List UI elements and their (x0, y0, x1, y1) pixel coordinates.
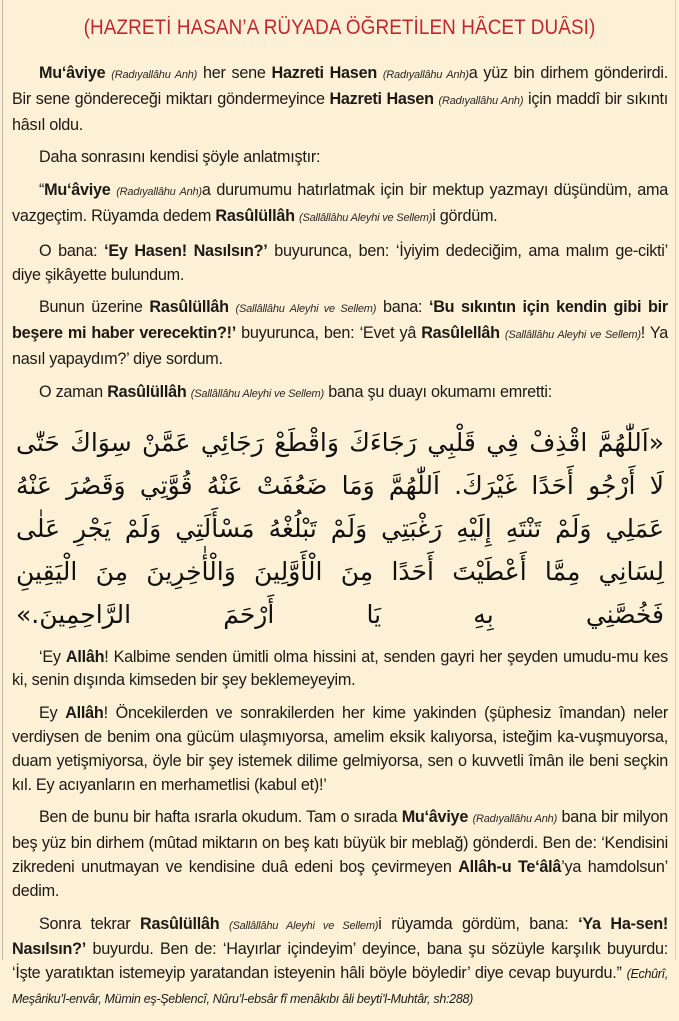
honorific: (Radıyallâhu Anh) (382, 69, 469, 81)
text: i gördüm. (432, 206, 498, 225)
page-title: (HAZRETİ HASAN’A RÜYADA ÖĞRETİLEN HÂCET DUÂSI) (83, 16, 596, 39)
honorific: (Radıyallâhu Anh) (472, 813, 558, 826)
name-rasulellah: Rasûlellâh (421, 324, 500, 343)
text: ‘Ey (39, 647, 66, 666)
honorific: (Sallâllâhu Aleyhi ve Sellem) (190, 387, 324, 400)
text: bana şu duayı okumamı emretti: (324, 382, 552, 401)
honorific: (Sallâllâhu Aleyhi ve Sellem) (504, 329, 641, 342)
text: Ben de bunu bir hafta ısrarla okudum. Tam o sırada (39, 808, 402, 827)
text: Bunun üzerine (39, 298, 150, 317)
paragraph-2 (12, 146, 668, 170)
name-rasulullah: Rasûlüllâh (140, 914, 220, 933)
paragraph-1 (12, 62, 668, 137)
text: ! Öncekilerden ve sonrakilerden her kime yakinden (şüphesiz îmandan) neler verdiysen de benim ona gücüm ulaşmıyorsa, amelim eksik kalıyorsa, isteğim ka-vuşmuyorsa, duam yetişmiyorsa, öyle bir şey istemek dilime gelmiyorsa, sen o kuvvetli îmân ile beni seçkin kıl. Ey acıyanların en merhametlisi (kabul et)!’ (12, 704, 668, 794)
text: bana bir milyon beş yüz bin dirhem (mûtad miktarın on beş katı büyük bir meblağ) gönderdi. Ben de: ‘Kendisini zikredeni unutmayan ve kendisine duâ edeni boş çevirmeyen (12, 808, 669, 876)
text: i rüyamda gördüm, bana: (378, 914, 579, 933)
text: bana: (376, 298, 429, 317)
honorific: (Radıyallâhu Anh) (111, 69, 198, 81)
arabic-prayer: «اَللّٰهُمَّ اقْذِفْ فِي قَلْبِي رَجَاءَكَ وَاقْطَعْ رَجَائِي عَمَّنْ سِوَاكَ حَتّٰى لَا أَرْجُو أَحَدًا غَيْرَكَ. اَللّٰهُمَّ وَمَا ضَعُفَتْ عَنْهُ قُوَّتِي وَقَصُرَ عَنْهُ عَمَلِي وَلَمْ تَنْتَهِ إِلَيْهِ رَغْبَتِي وَلَمْ تَبْلُغْهُ مَسْأَلَتِي وَلَمْ يَجْرِ عَلٰى لِسَانِي مِمَّا أَعْطَيْتَ أَحَدًا مِنَ الْأَوَّلِينَ وَالْأٰخِرِينَ مِنَ الْيَقِينِ فَخُصَّنِي بِهِ يَا أَرْحَمَ الرَّاحِمِينَ.» (16, 427, 664, 629)
paragraph-6 (12, 381, 668, 407)
paragraph-9 (12, 806, 668, 903)
honorific: (Sallâllâhu Aleyhi ve Sellem) (235, 303, 377, 316)
text: buyurunca, ben: ‘Evet yâ (236, 324, 422, 343)
paragraph-10 (12, 913, 668, 1012)
name-allah: Allâh (65, 647, 105, 666)
text: ! Kalbime senden ümitli olma hissini at, senden gayri her şeyden umudu-mu kes ki, senin dışında kimseden bir şey beklemeyeyim. (12, 647, 668, 690)
quote-bold: ‘Bu sıkıntın için kendin gibi bir beşere mi haber verecektin?!’ (12, 298, 668, 343)
name-allahu-teala: Allâh-u Te‘âlâ (458, 857, 562, 876)
name-muaviye: Mu‘âviye (44, 181, 111, 200)
name-muaviye: Mu‘âviye (401, 808, 469, 827)
honorific: (Sallâllâhu Aleyhi ve Sellem) (229, 919, 379, 932)
text: Daha sonrasını kendisi şöyle anlatmıştır: (39, 148, 321, 167)
name-rasulullah: Rasûlüllâh (149, 298, 229, 317)
source-reference: (Echûrî, Meşâriku’l-envâr, Mümin eş-Şeblencî, Nûru’l-ebsâr fî menâkıbı âli beyti’l-Muhtâr, sh:288) (12, 967, 668, 1006)
text: için maddî bir sıkıntı hâsıl oldu. (12, 89, 668, 134)
text: a durumumu hatırlatmak için bir mektup yazmayı düşündüm, ama vazgeçtim. Rüyamda dedem (12, 181, 669, 225)
name-allah: Allâh (65, 704, 104, 723)
name-rasulullah: Rasûlüllâh (215, 206, 295, 225)
paragraph-4 (12, 240, 668, 288)
quote-bold: ‘Ey Hasen! Nasılsın?’ (104, 241, 268, 260)
name-hasen: Hazreti Hasen (329, 89, 434, 108)
text: O zaman (39, 382, 108, 401)
text: ’ya hamdolsun’ dedim. (12, 857, 668, 900)
honorific: (Radıyallâhu Anh) (438, 94, 524, 107)
document-body (12, 62, 668, 1021)
paragraph-8 (12, 702, 668, 797)
text: ! Ya nasıl yapaydım?’ diye sordum. (12, 324, 669, 368)
text: “ (39, 181, 45, 200)
paragraph-5 (12, 296, 668, 371)
text: Sonra tekrar (39, 914, 141, 933)
text: buyurunca, ben: ‘İyiyim dedeciğim, ama malım ge-cikti’ diye şikâyette bulundum. (12, 241, 668, 284)
text: O bana: (39, 241, 105, 260)
text: buyurdu. Ben de: ‘Hayırlar içindeyim’ deyince, bana şu sözüyle karşılık buyurdu: ‘İşte yaratıktan istemeyip yaratandan isteyenin hâli böyle böyledir’ diye cevap buyurdu.” (12, 940, 668, 983)
honorific: (Radıyallâhu Anh) (116, 186, 202, 199)
quote-bold: ‘Ya Ha-sen! Nasılsın?’ (12, 914, 668, 959)
name-muaviye: Mu‘âviye (39, 64, 106, 82)
text: a yüz bin dirhem gönderirdi. Bir sene göndereceği miktarı göndermeyince (12, 64, 668, 108)
paragraph-3 (12, 179, 668, 231)
text: her sene (197, 64, 272, 82)
paragraph-7 (12, 646, 668, 694)
honorific: (Sallâllâhu Aleyhi ve Sellem) (299, 211, 433, 224)
name-rasulullah: Rasûlüllâh (107, 382, 187, 401)
name-hasen: Hazreti Hasen (271, 64, 377, 82)
text: Ey (39, 704, 66, 723)
